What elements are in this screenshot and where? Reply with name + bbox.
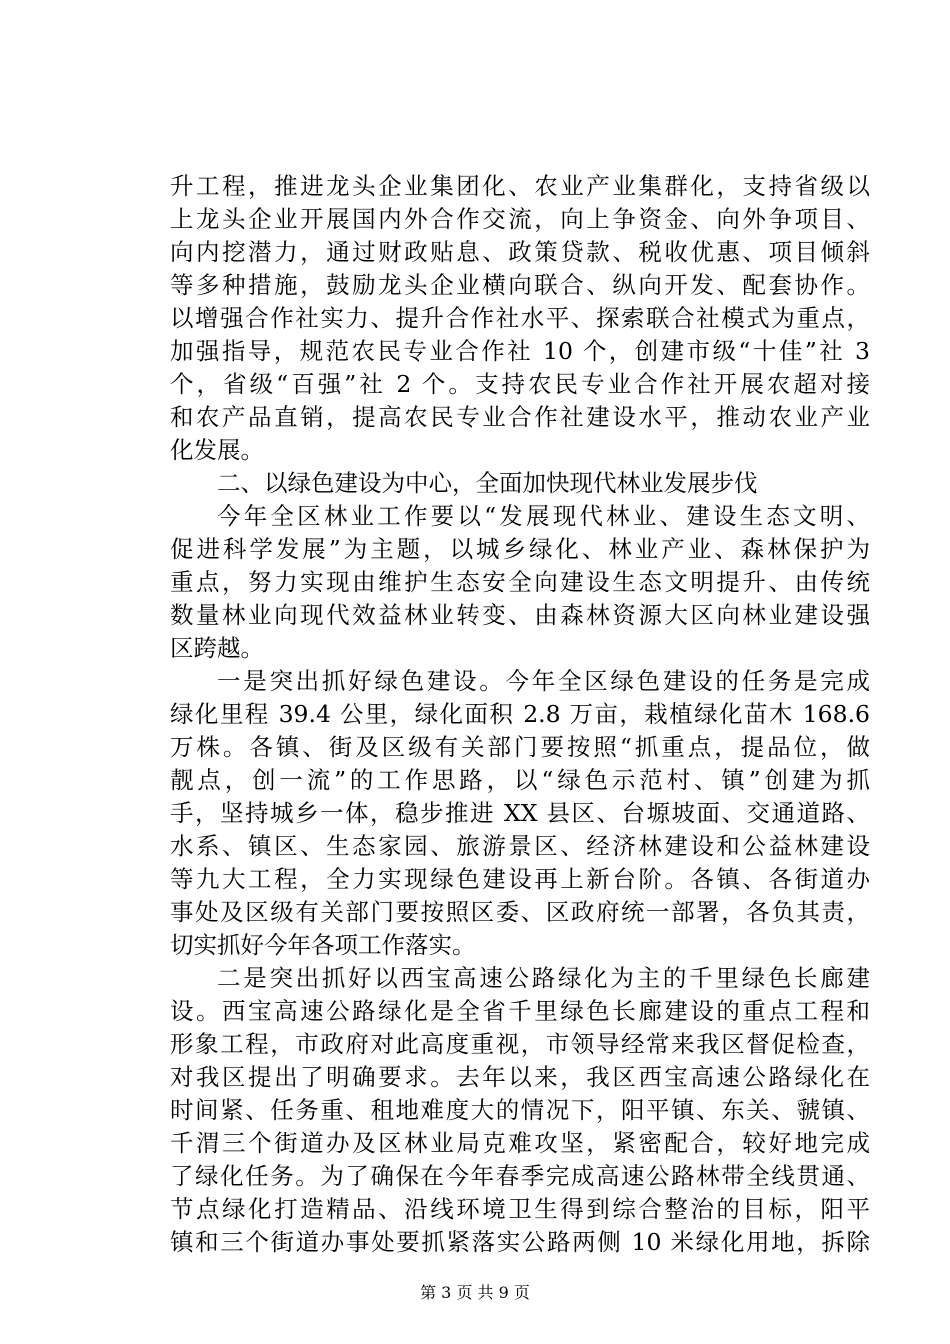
text-line: 以增强合作社实力、提升合作社水平、探索联合社模式为重点， xyxy=(170,304,870,332)
text-line: 一是突出抓好绿色建设。今年全区绿色建设的任务是完成 xyxy=(217,667,870,695)
text-line: 向内挖潜力，通过财政贴息、政策贷款、税收优惠、项目倾斜 xyxy=(170,238,870,266)
text-line: 节点绿化打造精品、沿线环境卫生得到综合整治的目标，阳平 xyxy=(170,1195,870,1223)
text-line: 重点，努力实现由维护生态安全向建设生态文明提升、由传统 xyxy=(170,568,870,596)
text-line: 今年全区林业工作要以“发展现代林业、建设生态文明、 xyxy=(217,502,870,530)
text-line: 手，坚持城乡一体，稳步推进 XX 县区、台塬坡面、交通道路、 xyxy=(170,799,870,827)
text-line: 了绿化任务。为了确保在今年春季完成高速公路林带全线贯通、 xyxy=(170,1162,870,1190)
text-line: 数量林业向现代效益林业转变、由森林资源大区向林业建设强 xyxy=(170,601,870,629)
document-body xyxy=(170,170,870,1259)
text-line: 区跨越。 xyxy=(170,634,264,662)
text-line: 切实抓好今年各项工作落实。 xyxy=(170,931,476,959)
text-line: 等九大工程，全力实现绿色建设再上新台阶。各镇、各街道办 xyxy=(170,865,870,893)
text-line: 二、以绿色建设为中心，全面加快现代林业发展步伐 xyxy=(217,469,758,497)
text-line: 促进科学发展”为主题，以城乡绿化、林业产业、森林保护为 xyxy=(170,535,870,563)
text-line: 镇和三个街道办事处要抓紧落实公路两侧 10 米绿化用地，拆除 xyxy=(170,1228,870,1256)
page-footer: 第 3 页 共 9 页 xyxy=(420,1283,530,1302)
text-line: 加强指导，规范农民专业合作社 10 个，创建市级“十佳”社 3 xyxy=(170,337,870,365)
text-line: 万株。各镇、街及区级有关部门要按照“抓重点，提品位，做 xyxy=(170,733,870,761)
text-line: 靓点，创一流”的工作思路，以“绿色示范村、镇”创建为抓 xyxy=(170,766,870,794)
text-line: 绿化里程 39.4 公里，绿化面积 2.8 万亩，栽植绿化苗木 168.6 xyxy=(170,700,870,728)
text-line: 设。西宝高速公路绿化是全省千里绿色长廊建设的重点工程和 xyxy=(170,997,870,1025)
text-line: 形象工程，市政府对此高度重视，市领导经常来我区督促检查， xyxy=(170,1030,870,1058)
text-line: 和农产品直销，提高农民专业合作社建设水平，推动农业产业 xyxy=(170,403,870,431)
text-line: 千渭三个街道办及区林业局克难攻坚，紧密配合，较好地完成 xyxy=(170,1129,870,1157)
text-line: 个，省级“百强”社 2 个。支持农民专业合作社开展农超对接 xyxy=(170,370,870,398)
text-line: 事处及区级有关部门要按照区委、区政府统一部署，各负其责， xyxy=(170,898,870,926)
text-line: 升工程，推进龙头企业集团化、农业产业集群化，支持省级以 xyxy=(170,172,870,200)
text-line: 二是突出抓好以西宝高速公路绿化为主的千里绿色长廊建 xyxy=(217,964,870,992)
text-line: 水系、镇区、生态家园、旅游景区、经济林建设和公益林建设 xyxy=(170,832,870,860)
text-line: 上龙头企业开展国内外合作交流，向上争资金、向外争项目、 xyxy=(170,205,870,233)
text-line: 等多种措施，鼓励龙头企业横向联合、纵向开发、配套协作。 xyxy=(170,271,870,299)
text-line: 化发展。 xyxy=(170,436,264,464)
text-line: 时间紧、任务重、租地难度大的情况下，阳平镇、东关、虢镇、 xyxy=(170,1096,870,1124)
text-line: 对我区提出了明确要求。去年以来，我区西宝高速公路绿化在 xyxy=(170,1063,870,1091)
